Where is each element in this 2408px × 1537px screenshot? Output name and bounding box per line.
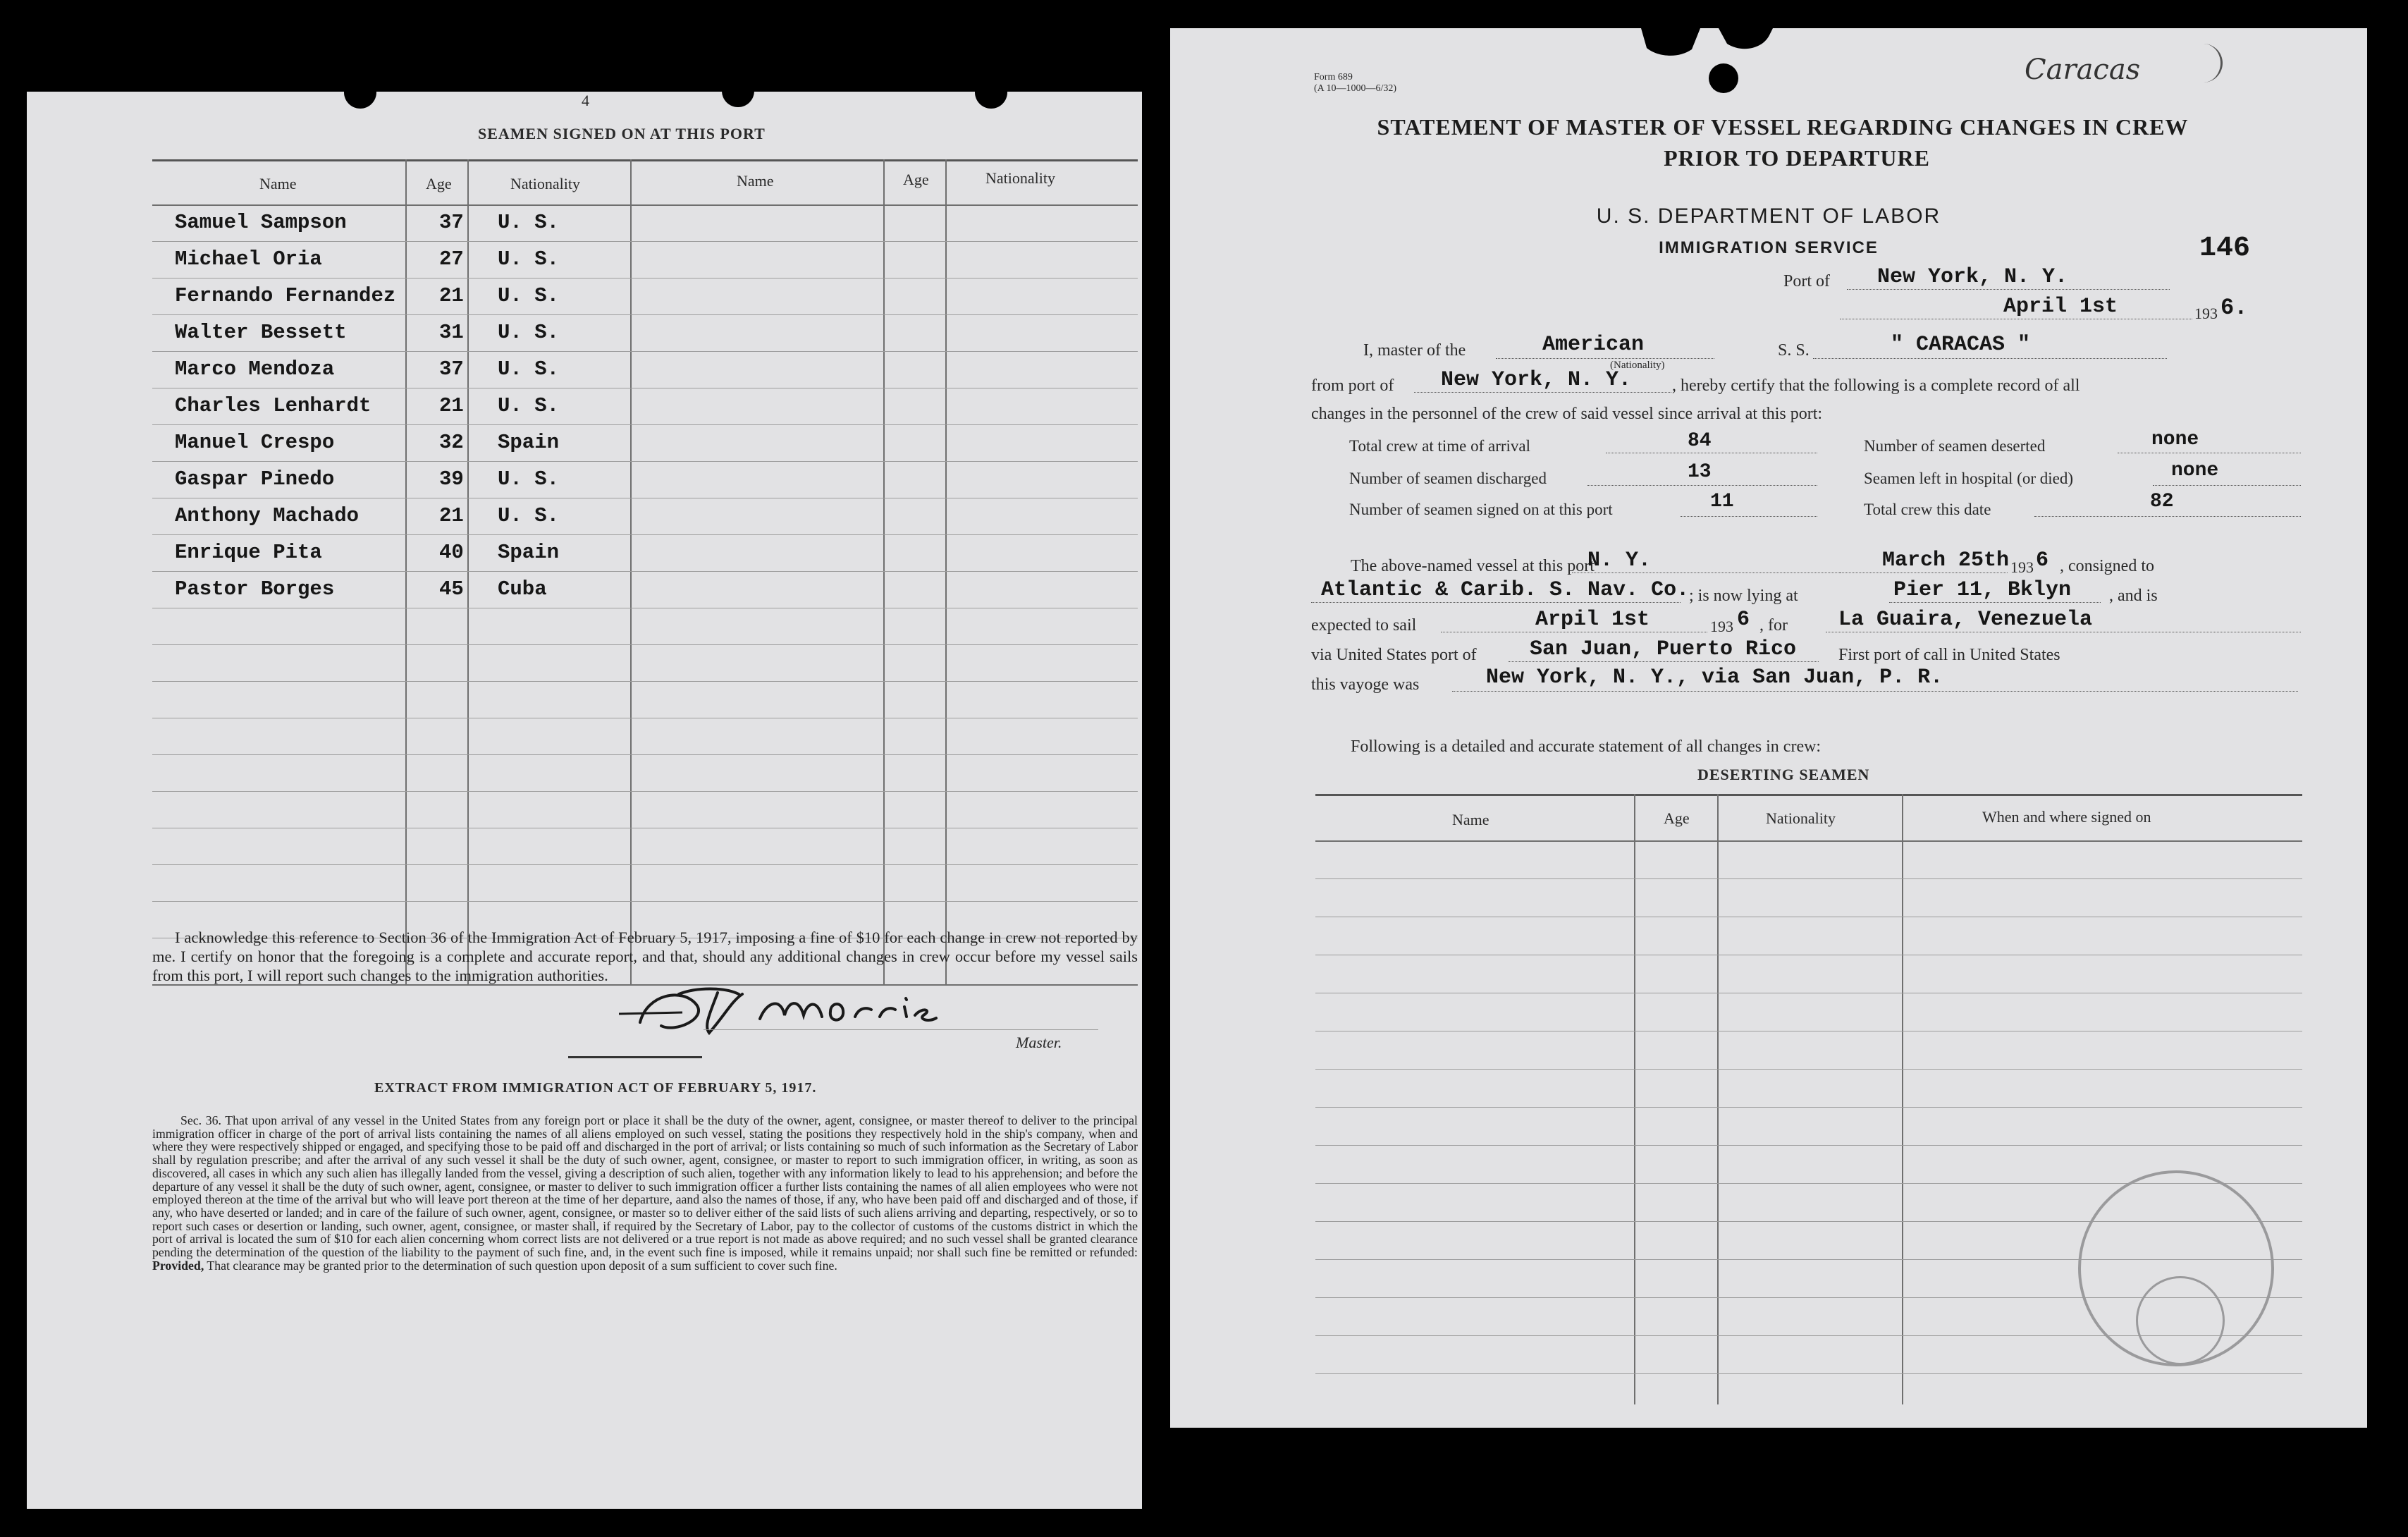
sail-date: Arpil 1st xyxy=(1535,608,1650,632)
following-text: Following is a detailed and accurate statement of all changes in crew: xyxy=(1351,737,1822,756)
punch-hole xyxy=(1709,63,1738,93)
ship-name: " CARACAS " xyxy=(1891,333,2031,357)
table-row xyxy=(175,314,1091,351)
seaman-nationality: U. S. xyxy=(498,467,560,491)
certify-text: , hereby certify that the following is a complete record of all xyxy=(1672,376,2080,395)
extract-title: EXTRACT FROM IMMIGRATION ACT OF FEBRUARY 5, 1917. xyxy=(374,1080,817,1096)
year-prefix: 193 xyxy=(2194,305,2218,322)
col-header-name: Name xyxy=(259,175,297,192)
seaman-age: 21 xyxy=(439,284,464,307)
acknowledgment-text: I acknowledge this reference to Section 36 of the Immigration Act of February 5, 1917, imposing a fine of $10 for each change in crew not reported by me. I certify on honor that the foregoing is a complete and accurate report, and that, should any additional changes in crew occur before my vessel sails from this port, I will report such changes to the immigration authorities. xyxy=(152,929,1138,984)
arrival-port: N. Y. xyxy=(1587,549,1652,572)
seaman-name: Manuel Crespo xyxy=(175,431,335,454)
total-arrival-value: 84 xyxy=(1688,430,1712,452)
signed-on-value: 11 xyxy=(1710,491,1734,513)
col-header-age: Age xyxy=(903,171,929,188)
seaman-age: 39 xyxy=(439,467,464,491)
department-name: U. S. DEPARTMENT OF LABOR xyxy=(1596,204,1941,228)
hospital-value: none xyxy=(2171,460,2219,482)
signed-on-label: Number of seamen signed on at this port xyxy=(1349,501,1613,518)
voyage-label: this vayoge was xyxy=(1311,675,1420,694)
seaman-age: 31 xyxy=(439,321,464,344)
seaman-nationality: U. S. xyxy=(498,504,560,527)
col-header-nationality: Nationality xyxy=(510,175,580,192)
seaman-nationality: Spain xyxy=(498,431,560,454)
seaman-age: 21 xyxy=(439,504,464,527)
table-row xyxy=(175,204,1091,241)
arrival-year-digit: 6 xyxy=(2036,549,2049,572)
total-date-label: Total crew this date xyxy=(1864,501,1991,518)
seaman-nationality: Cuba xyxy=(498,577,547,601)
deserted-value: none xyxy=(2151,429,2199,451)
left-page xyxy=(27,92,1142,1509)
table-row xyxy=(175,424,1091,461)
seaman-age: 37 xyxy=(439,357,464,381)
consigned-label: , consigned to xyxy=(2060,557,2154,575)
discharged-value: 13 xyxy=(1688,461,1712,483)
section-title: SEAMEN SIGNED ON AT THIS PORT xyxy=(478,125,766,142)
lying-label: ; is now lying at xyxy=(1689,587,1798,605)
sail-year-prefix: 193 xyxy=(1710,618,1733,635)
record-number: 146 xyxy=(2199,233,2251,264)
seaman-name: Pastor Borges xyxy=(175,577,335,601)
desert-col-nationality: Nationality xyxy=(1766,809,1836,827)
nationality-caption: (Nationality) xyxy=(1610,360,1665,371)
via-label: via United States port of xyxy=(1311,646,1477,664)
seaman-name: Walter Bessett xyxy=(175,321,347,344)
desert-col-name: Name xyxy=(1452,811,1489,828)
table-row xyxy=(175,571,1091,608)
extract-text: Sec. 36. That upon arrival of any vessel in the United States from any foreign port or place it shall be the duty of the owner, agent, consignee, or master thereof to deliver to the principal immigration officer in charge of the port of arrival lists containing the names of all aliens employed on such vessel, stating the positions they respectively hold in the ship's company, when and where they were respectively shipped or engaged, and specifying those to be paid off and discharged in the port of arrival; or lists containing so much of such information as the Secretary of Labor shall by regulation prescribe; and after the arrival of any such vessel it shall be the duty of such owner, agent, consignee, or master to report to such immigration officer, in writing, as soon as discovered, all cases in which any such alien has illegally landed from the vessel, giving a description of such alien, together with any information likely to lead to his apprehension; and before the departure of any vessel it shall be the duty of such owner, agent, consignee, or master to deliver to such immigration officer a further lists containing the names of all alien employees who were not employed thereon at the time of the arrival but who will leave port thereon at the time of her departure, aand also the names of those, if any, who have been paid off and discharged and of those, if any, who have deserted or landed; and in care of the failure of such owner, agent, consignee, or master so to deliver either of the said lists of such aliens arriving and departing, respectively, or so to report such cases or desertion or landing, such owner, agent, consignee, or master shall, if required by the Secretary of Labor, pay to the collector of customs of the customs district in which the port of arrival is located the sum of $10 for each alien concerning whom correct lists are not delivered or a true report is not made as above required; and no such vessel shall be granted clearance pending the determination of the question of the liability to the payment of such fine, and, in the event such fine is imposed, while it remains unpaid; nor shall such fine be remitted or refunded: Provided, That clearance may be granted prior to the determination of such question upon deposit of a sum sufficient to cover such fine. xyxy=(152,1113,1138,1273)
form-code: (A 10—1000—6/32) xyxy=(1314,83,1397,94)
table-row xyxy=(175,461,1091,498)
right-page xyxy=(1170,28,2367,1428)
master-of-label: I, master of the xyxy=(1363,341,1466,360)
form-subtitle: PRIOR TO DEPARTURE xyxy=(1664,145,1930,171)
deserted-label: Number of seamen deserted xyxy=(1864,437,2046,455)
for-label: , for xyxy=(1759,616,1788,635)
master-signature xyxy=(619,973,1084,1043)
port-label: Port of xyxy=(1783,272,1830,290)
seaman-name: Fernando Fernandez xyxy=(175,284,396,307)
seaman-name: Michael Oria xyxy=(175,247,322,271)
table-row xyxy=(175,388,1091,424)
page-number: 4 xyxy=(582,92,589,109)
seaman-name: Samuel Sampson xyxy=(175,211,347,234)
total-date-value: 82 xyxy=(2150,491,2174,513)
and-is-label: , and is xyxy=(2109,587,2158,605)
seaman-age: 32 xyxy=(439,431,464,454)
punch-hole xyxy=(975,92,1007,109)
seaman-nationality: U. S. xyxy=(498,211,560,234)
year-digit: 6. xyxy=(2220,295,2248,321)
via-port: San Juan, Puerto Rico xyxy=(1530,637,1797,661)
table-row xyxy=(175,278,1091,314)
seaman-age: 27 xyxy=(439,247,464,271)
table-row xyxy=(175,534,1091,571)
form-title: STATEMENT OF MASTER OF VESSEL REGARDING CHANGES IN CREW xyxy=(1377,114,2189,140)
col-header-name: Name xyxy=(737,172,774,190)
changes-text: changes in the personnel of the crew of said vessel since arrival at this port: xyxy=(1311,405,1823,423)
from-port-label: from port of xyxy=(1311,376,1394,395)
punch-hole xyxy=(722,92,754,107)
seaman-age: 37 xyxy=(439,211,464,234)
seaman-age: 45 xyxy=(439,577,464,601)
seaman-nationality: Spain xyxy=(498,541,560,564)
col-header-nationality: Nationality xyxy=(985,169,1055,187)
seaman-nationality: U. S. xyxy=(498,247,560,271)
seaman-nationality: U. S. xyxy=(498,357,560,381)
master-label: Master. xyxy=(1016,1034,1062,1051)
seaman-nationality: U. S. xyxy=(498,284,560,307)
table-row xyxy=(175,241,1091,278)
col-header-age: Age xyxy=(426,175,452,192)
seaman-nationality: U. S. xyxy=(498,321,560,344)
stamp-inner-circle xyxy=(2136,1276,2225,1365)
nationality-value: American xyxy=(1542,333,1645,357)
seaman-name: Anthony Machado xyxy=(175,504,360,527)
arrival-date: March 25th xyxy=(1882,549,2010,572)
table-row xyxy=(175,498,1091,534)
handwritten-note: Caracas xyxy=(2025,54,2141,86)
total-arrival-label: Total crew at time of arrival xyxy=(1349,437,1531,455)
service-name: IMMIGRATION SERVICE xyxy=(1659,238,1879,257)
date-value: April 1st xyxy=(2003,295,2118,319)
seaman-nationality: U. S. xyxy=(498,394,560,417)
seaman-age: 21 xyxy=(439,394,464,417)
arrival-year-prefix: 193 xyxy=(2010,558,2034,576)
seaman-name: Gaspar Pinedo xyxy=(175,467,335,491)
lying-at: Pier 11, Bklyn xyxy=(1893,578,2072,602)
ss-label: S. S. xyxy=(1778,341,1810,360)
discharged-label: Number of seamen discharged xyxy=(1349,470,1547,487)
seaman-name: Enrique Pita xyxy=(175,541,322,564)
seaman-name: Charles Lenhardt xyxy=(175,394,371,417)
above-named-label: The above-named vessel at this port xyxy=(1351,557,1595,575)
seaman-name: Marco Mendoza xyxy=(175,357,335,381)
desert-col-when-where: When and where signed on xyxy=(1982,808,2151,826)
port-value: New York, N. Y. xyxy=(1877,265,2068,289)
from-port-value: New York, N. Y. xyxy=(1441,368,1632,392)
first-port-label: First port of call in United States xyxy=(1838,646,2060,664)
expected-label: expected to sail xyxy=(1311,616,1417,635)
punch-hole xyxy=(344,92,376,109)
deserting-title: DESERTING SEAMEN xyxy=(1697,766,1870,783)
destination: La Guaira, Venezuela xyxy=(1838,608,2093,632)
table-row xyxy=(175,351,1091,388)
consignee: Atlantic & Carib. S. Nav. Co. xyxy=(1321,578,1690,602)
seaman-age: 40 xyxy=(439,541,464,564)
sail-year-digit: 6 xyxy=(1737,608,1750,632)
desert-col-age: Age xyxy=(1664,809,1690,827)
hospital-label: Seamen left in hospital (or died) xyxy=(1864,470,2074,487)
voyage-value: New York, N. Y., via San Juan, P. R. xyxy=(1486,666,1943,690)
form-number: Form 689 xyxy=(1314,72,1353,82)
